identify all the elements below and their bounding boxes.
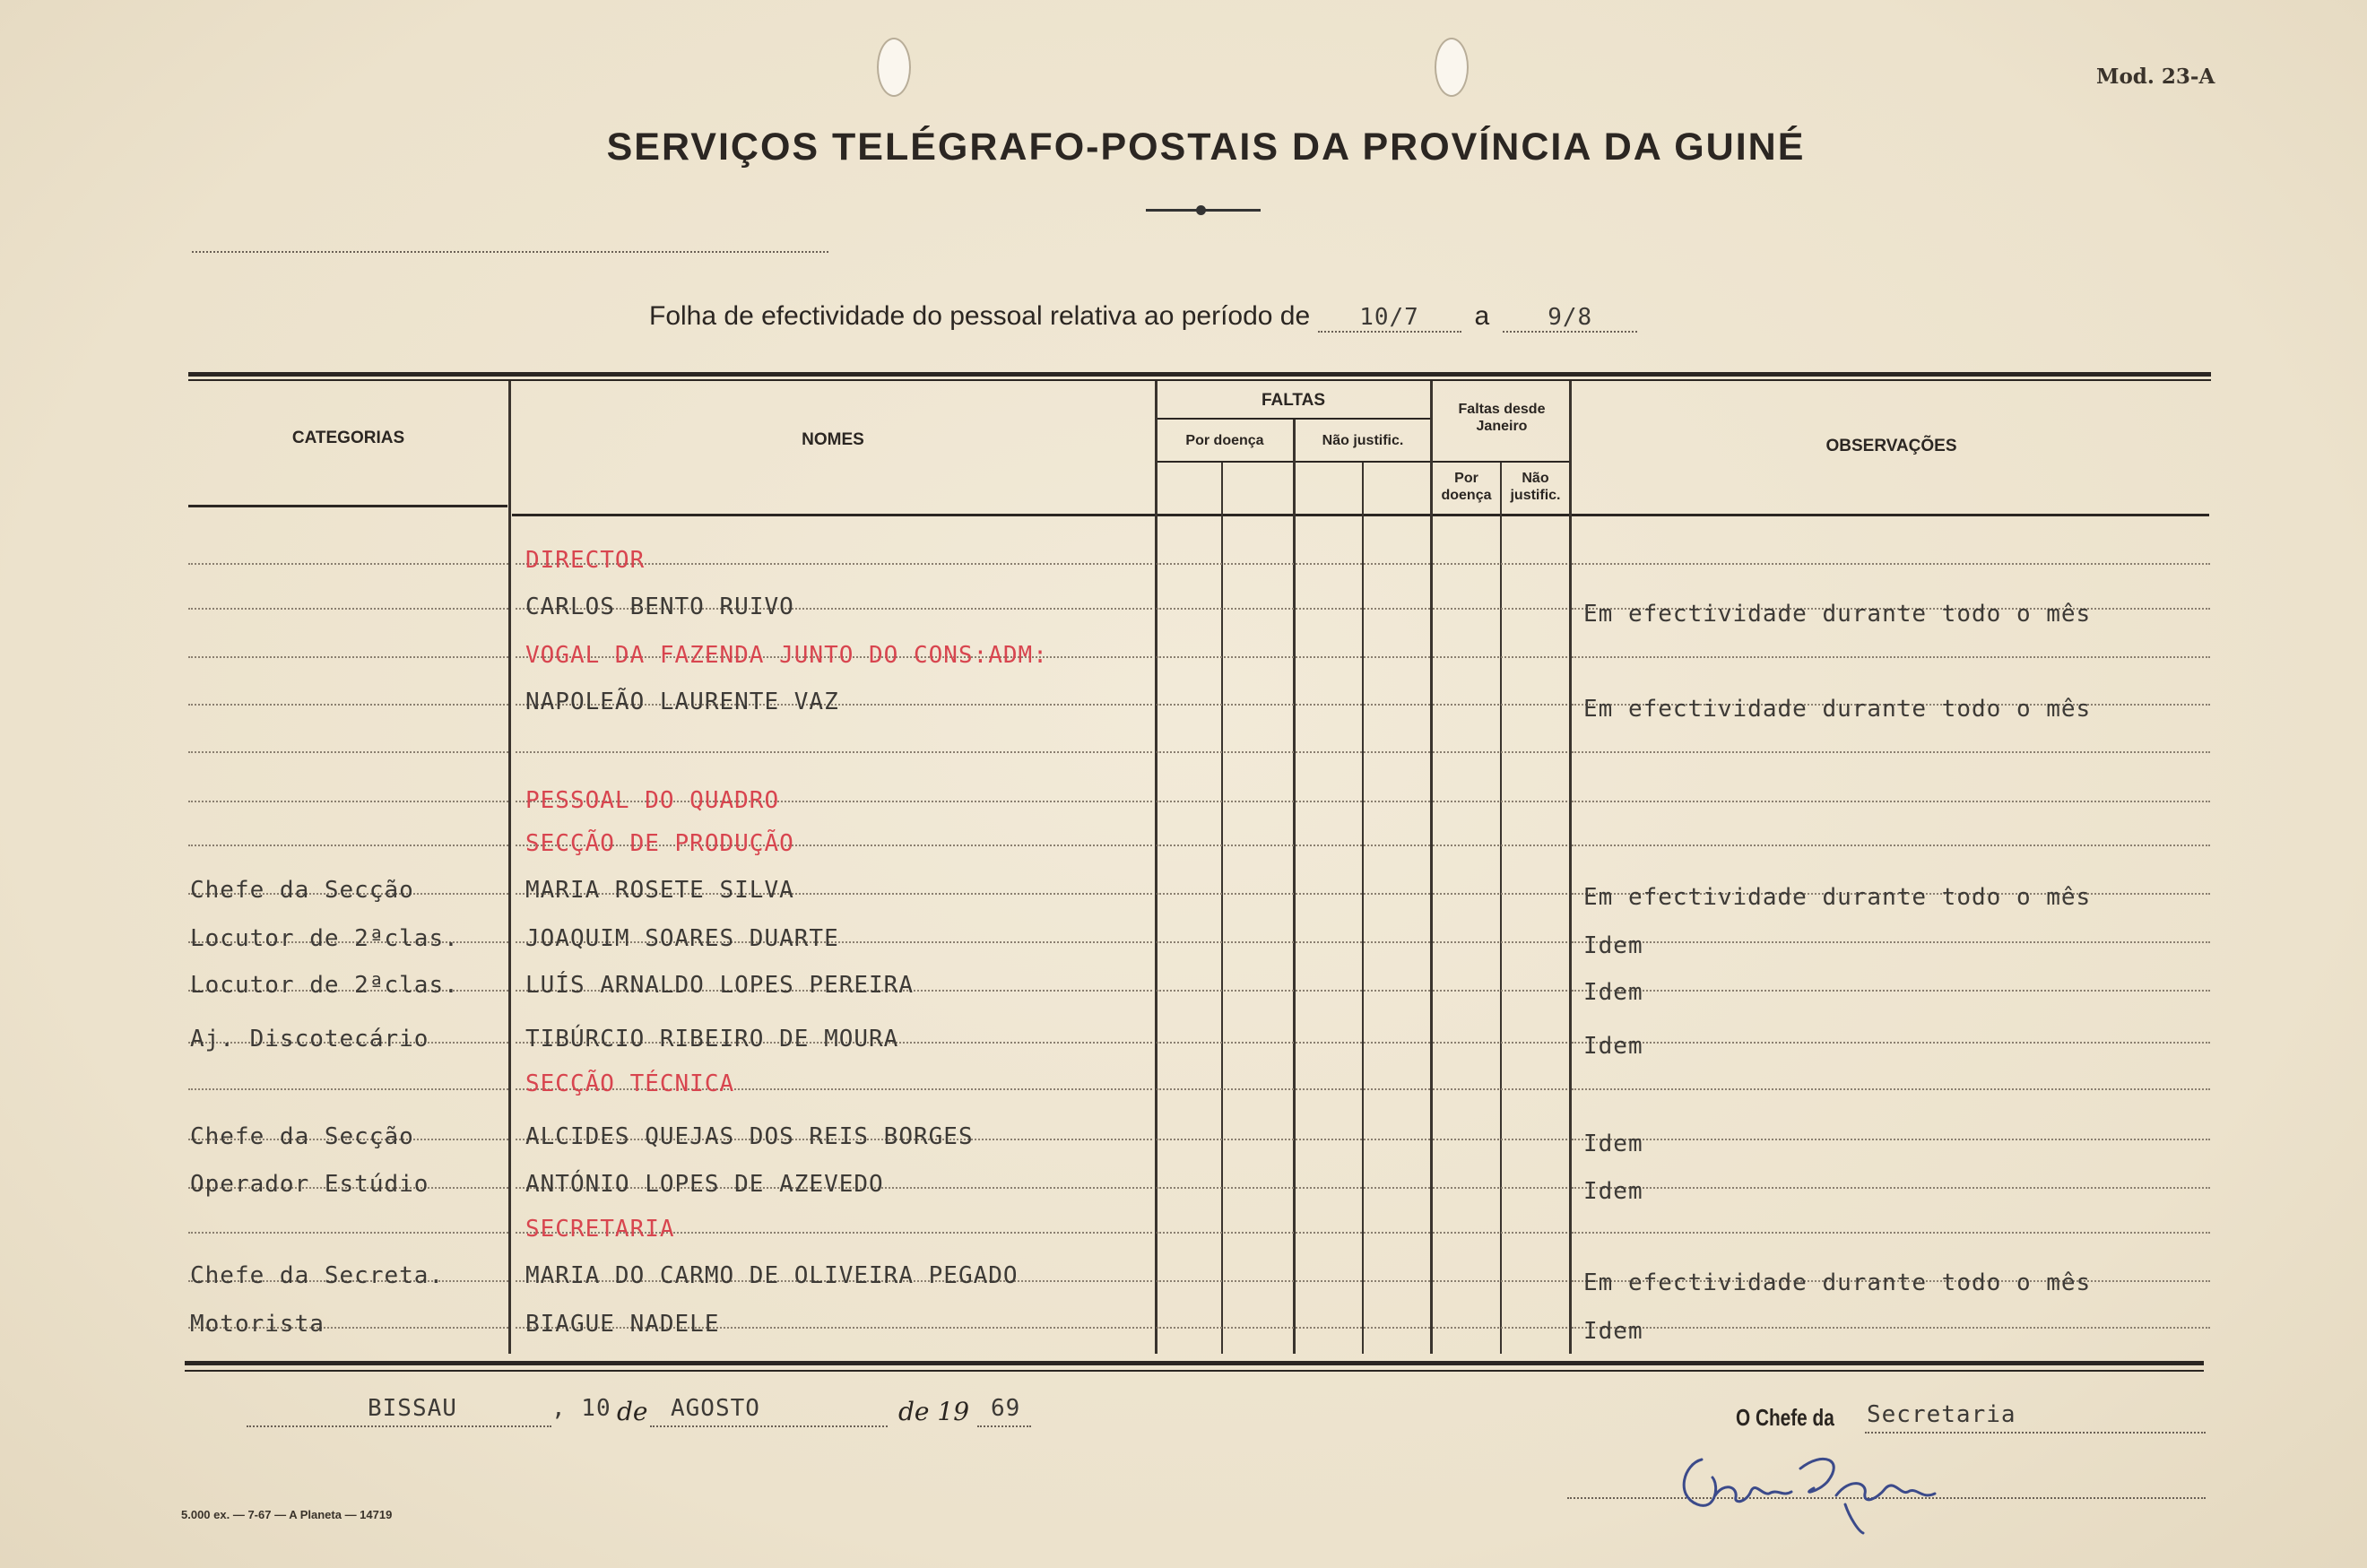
row-guide-line — [1157, 704, 1430, 706]
col-divider-doenca-a — [1221, 463, 1223, 1354]
header-rule-main — [512, 514, 2209, 516]
cell-categoria: Operador Estúdio — [190, 1171, 429, 1198]
row-guide-line — [1572, 656, 2210, 658]
cell-observacao: Em efectividade durante todo o mês — [1583, 696, 2092, 723]
period-line — [649, 301, 1637, 333]
footer-place-line — [247, 1425, 551, 1427]
cell-categoria: Chefe da Secção — [190, 1123, 414, 1150]
punch-hole-right — [1435, 38, 1469, 97]
signature-scribble — [1666, 1433, 1971, 1540]
cell-nome: LUÍS ARNALDO LOPES PEREIRA — [525, 972, 914, 999]
cell-observacao: Idem — [1583, 1178, 1643, 1205]
row-guide-line — [1433, 1042, 1567, 1044]
col-divider-nj-a — [1362, 463, 1364, 1354]
row-guide-line — [1572, 1327, 2210, 1329]
cell-categoria: Motorista — [190, 1311, 325, 1338]
row-guide-line — [1157, 608, 1430, 610]
row-guide-line — [1433, 990, 1567, 992]
cell-observacao: Idem — [1583, 932, 1643, 959]
header-faltas: FALTAS — [1261, 391, 1326, 410]
row-guide-line — [1157, 1042, 1430, 1044]
row-guide-line — [516, 751, 1152, 753]
header-por-doenca: Por doença — [1185, 433, 1264, 448]
table-bottom-rule — [185, 1361, 2204, 1365]
row-guide-line — [1433, 704, 1567, 706]
header-nao-justific: Não justific. — [1322, 433, 1404, 448]
page-title: SERVIÇOS TELÉGRAFO-POSTAIS DA PROVÍNCIA DA GUINÉ — [606, 126, 1806, 169]
period-sep: a — [1474, 301, 1490, 331]
header-desde-doenca: Por doença — [1441, 471, 1492, 503]
row-guide-line — [1433, 1232, 1567, 1234]
row-guide-line — [1157, 1327, 1430, 1329]
row-guide-line — [1433, 563, 1567, 565]
header-faltas-desde: Faltas desde Janeiro — [1458, 402, 1546, 434]
section-heading: SECRETARIA — [525, 1216, 675, 1243]
row-guide-line — [1572, 563, 2210, 565]
row-guide-line — [1433, 751, 1567, 753]
row-guide-line — [1433, 656, 1567, 658]
row-guide-line — [1572, 1139, 2210, 1140]
cell-observacao: Idem — [1583, 979, 1643, 1006]
row-guide-line — [1433, 1187, 1567, 1189]
cell-observacao: Em efectividade durante todo o mês — [1583, 884, 2092, 911]
footer-place: BISSAU — [368, 1395, 457, 1422]
period-prefix: Folha de efectividade do pessoal relativa ao período de — [649, 301, 1311, 331]
row-guide-line — [1157, 1232, 1430, 1234]
footer-day: , 10 — [551, 1395, 611, 1422]
row-guide-line — [188, 1088, 508, 1090]
section-heading: DIRECTOR — [525, 547, 646, 574]
cell-nome: JOAQUIM SOARES DUARTE — [525, 925, 839, 952]
row-guide-line — [1572, 1187, 2210, 1189]
form-code: Mod. 23-A — [2096, 65, 2215, 89]
cell-nome: TIBÚRCIO RIBEIRO DE MOURA — [525, 1026, 899, 1053]
row-guide-line — [1433, 608, 1567, 610]
footer-year-line — [977, 1425, 1031, 1427]
cell-observacao: Idem — [1583, 1318, 1643, 1345]
row-guide-line — [1433, 1139, 1567, 1140]
row-guide-line — [1572, 990, 2210, 992]
footer-year: 69 — [991, 1395, 1021, 1422]
row-guide-line — [1157, 990, 1430, 992]
row-guide-line — [188, 704, 508, 706]
cell-nome: MARIA ROSETE SILVA — [525, 877, 794, 904]
section-heading: SECÇÃO DE PRODUÇÃO — [525, 830, 794, 857]
row-guide-line — [1157, 1280, 1430, 1282]
row-guide-line — [1572, 801, 2210, 802]
table-top-rule — [188, 372, 2211, 377]
row-guide-line — [1572, 941, 2210, 943]
table-top-rule-thin — [188, 379, 2211, 381]
section-heading: SECÇÃO TÉCNICA — [525, 1070, 735, 1097]
cell-nome: BIAGUE NADELE — [525, 1311, 720, 1338]
row-guide-line — [1572, 1088, 2210, 1090]
row-guide-line — [188, 845, 508, 846]
footer-de2: de 19 — [898, 1397, 970, 1426]
row-guide-line — [1157, 941, 1430, 943]
row-guide-line — [1572, 751, 2210, 753]
period-to: 9/8 — [1503, 304, 1637, 333]
row-guide-line — [188, 608, 508, 610]
header-blank-line — [192, 251, 828, 253]
table-bottom-rule-thin — [185, 1370, 2204, 1372]
row-guide-line — [188, 563, 508, 565]
row-guide-line — [1433, 801, 1567, 802]
row-guide-line — [1157, 801, 1430, 802]
footer-month: AGOSTO — [671, 1395, 760, 1422]
row-guide-line — [1433, 941, 1567, 943]
row-guide-line — [188, 656, 508, 658]
row-guide-line — [188, 1232, 508, 1234]
row-guide-line — [188, 801, 508, 802]
title-ornament-dot — [1196, 205, 1206, 215]
row-guide-line — [1157, 751, 1430, 753]
cell-observacao: Idem — [1583, 1033, 1643, 1060]
row-guide-line — [1157, 656, 1430, 658]
cell-nome: CARLOS BENTO RUIVO — [525, 593, 794, 620]
row-guide-line — [188, 751, 508, 753]
header-desde-nj: Não justific. — [1510, 471, 1561, 503]
row-guide-line — [1157, 893, 1430, 895]
section-heading: PESSOAL DO QUADRO — [525, 787, 780, 814]
signature — [1666, 1433, 1971, 1544]
col-divider-doenca-b — [1293, 420, 1296, 1354]
footer-de1: de — [617, 1397, 648, 1426]
cell-categoria: Locutor de 2ªclas. — [190, 925, 459, 952]
header-categorias: CATEGORIAS — [291, 429, 405, 447]
cell-nome: ANTÓNIO LOPES DE AZEVEDO — [525, 1171, 884, 1198]
col-divider-nomes — [1155, 381, 1157, 1354]
col-divider-categorias — [508, 381, 511, 1354]
cell-categoria: Locutor de 2ªclas. — [190, 972, 459, 999]
row-guide-line — [1157, 1139, 1430, 1140]
row-guide-line — [1157, 563, 1430, 565]
row-guide-line — [1433, 1088, 1567, 1090]
footer-month-line — [650, 1425, 888, 1427]
row-guide-line — [1157, 1187, 1430, 1189]
punch-hole-left — [877, 38, 911, 97]
cell-categoria: Aj. Discotecário — [190, 1026, 429, 1053]
row-guide-line — [1433, 845, 1567, 846]
header-observacoes: OBSERVAÇÕES — [1825, 437, 1957, 455]
row-guide-line — [1157, 1088, 1430, 1090]
row-guide-line — [1433, 893, 1567, 895]
cell-nome: MARIA DO CARMO DE OLIVEIRA PEGADO — [525, 1262, 1019, 1289]
row-guide-line — [1157, 845, 1430, 846]
cell-nome: NAPOLEÃO LAURENTE VAZ — [525, 689, 839, 715]
row-guide-line — [1433, 1280, 1567, 1282]
col-divider-faltas — [1430, 381, 1433, 1354]
row-guide-line — [1433, 1327, 1567, 1329]
col-divider-obs — [1569, 381, 1572, 1354]
cell-observacao: Em efectividade durante todo o mês — [1583, 601, 2092, 628]
printer-note: 5.000 ex. — 7-67 — A Planeta — 14719 — [181, 1508, 393, 1521]
row-guide-line — [1572, 1232, 2210, 1234]
cell-categoria: Chefe da Secção — [190, 877, 414, 904]
row-guide-line — [1572, 1042, 2210, 1044]
cell-categoria: Chefe da Secreta. — [190, 1262, 445, 1289]
chefe-value: Secretaria — [1867, 1401, 2016, 1428]
section-heading: VOGAL DA FAZENDA JUNTO DO CONS:ADM: — [525, 642, 1048, 669]
header-rule-categorias — [188, 505, 507, 507]
header-nomes: NOMES — [802, 430, 864, 449]
cell-observacao: Idem — [1583, 1131, 1643, 1157]
cell-observacao: Em efectividade durante todo o mês — [1583, 1269, 2092, 1296]
chefe-label: O Chefe da — [1736, 1404, 1834, 1431]
cell-nome: ALCIDES QUEJAS DOS REIS BORGES — [525, 1123, 974, 1150]
row-guide-line — [1572, 845, 2210, 846]
col-divider-desde — [1500, 463, 1502, 1354]
period-from: 10/7 — [1318, 304, 1461, 333]
